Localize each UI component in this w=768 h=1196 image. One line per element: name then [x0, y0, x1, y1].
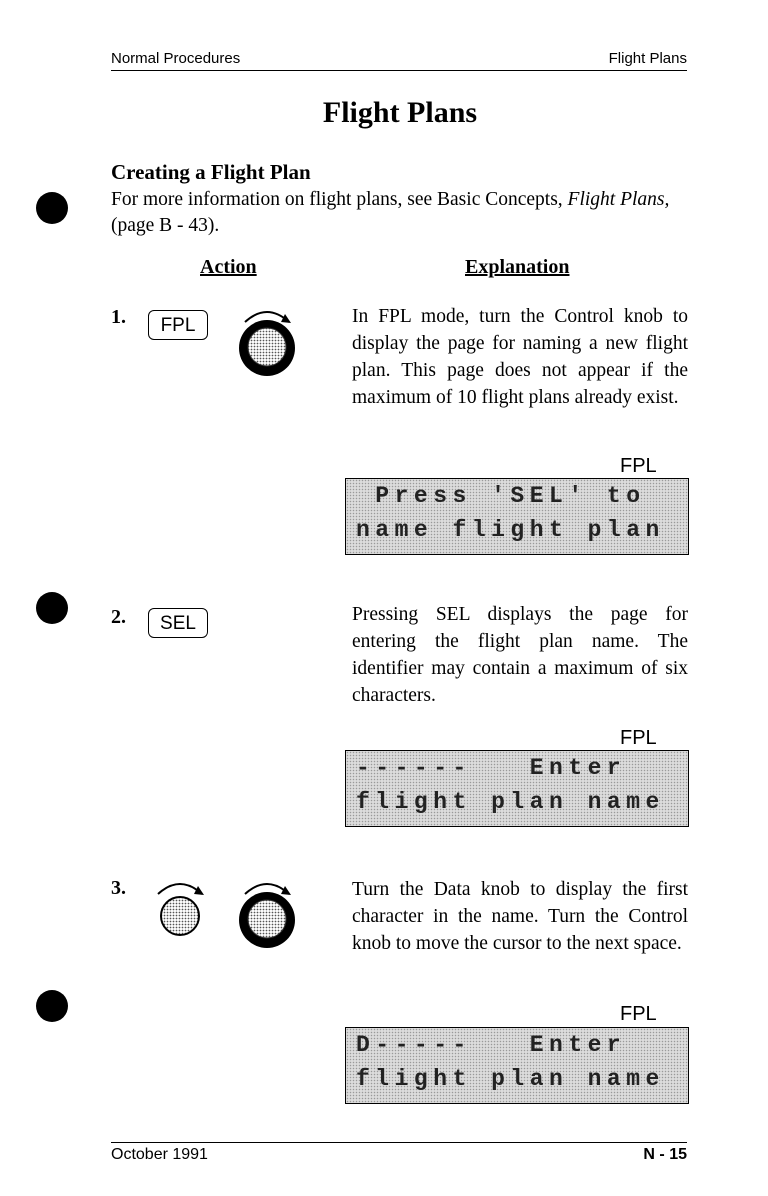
- display-mode-label: FPL: [620, 455, 657, 477]
- step-number: 3.: [111, 877, 126, 899]
- display-mode-label: FPL: [620, 1003, 657, 1025]
- lcd-line-1: D----- Enter: [356, 1032, 627, 1058]
- lcd-display: [345, 750, 689, 827]
- intro-paragraph: [111, 187, 691, 239]
- step-explanation: Turn the Data knob to display the first character in the name. Turn the Control knob to move the cursor to the next space.: [352, 879, 688, 954]
- page-footer: [111, 1142, 687, 1167]
- step-number: 2.: [111, 606, 126, 628]
- step-number: 1.: [111, 306, 126, 328]
- fpl-key-icon[interactable]: FPL: [148, 310, 208, 340]
- lcd-line-2: flight plan name: [356, 1066, 665, 1092]
- control-knob-icon[interactable]: [235, 872, 299, 952]
- display-mode-label: FPL: [620, 727, 657, 749]
- lcd-display: [345, 1027, 689, 1104]
- step-explanation: Pressing SEL displays the page for entering the flight plan name. The identifier may contain a maximum of six characters.: [352, 604, 688, 706]
- page-header: [111, 50, 687, 71]
- intro-prefix: For more information on flight plans, see Basic Concepts,: [111, 189, 568, 210]
- data-knob-icon[interactable]: [148, 872, 212, 952]
- margin-bullet: [36, 990, 68, 1022]
- footer-date: October 1991: [111, 1146, 208, 1163]
- intro-suffix: (page B - 43).: [111, 215, 220, 236]
- margin-bullet: [36, 192, 68, 224]
- header-left: Normal Procedures: [111, 50, 241, 67]
- header-right: Flight Plans: [608, 50, 687, 67]
- column-header-explanation: Explanation: [465, 256, 570, 278]
- intro-link[interactable]: Flight Plans,: [567, 189, 670, 210]
- control-knob-icon[interactable]: [235, 300, 299, 380]
- column-header-action: Action: [200, 256, 257, 278]
- page-number: N - 15: [643, 1146, 687, 1163]
- step-explanation: In FPL mode, turn the Control knob to display the page for naming a new flight plan. This page does not appear if the maximum of 10 flight plans already exist.: [352, 306, 688, 408]
- margin-bullet: [36, 592, 68, 624]
- page-title: Flight Plans: [322, 96, 478, 129]
- lcd-display: [345, 478, 689, 555]
- lcd-line-2: flight plan name: [356, 789, 665, 815]
- lcd-line-1: ------ Enter: [356, 755, 627, 781]
- section-heading: Creating a Flight Plan: [111, 160, 311, 184]
- lcd-line-2: name flight plan: [356, 517, 665, 543]
- sel-key-icon[interactable]: SEL: [148, 608, 208, 638]
- lcd-line-1: Press 'SEL' to: [356, 483, 646, 509]
